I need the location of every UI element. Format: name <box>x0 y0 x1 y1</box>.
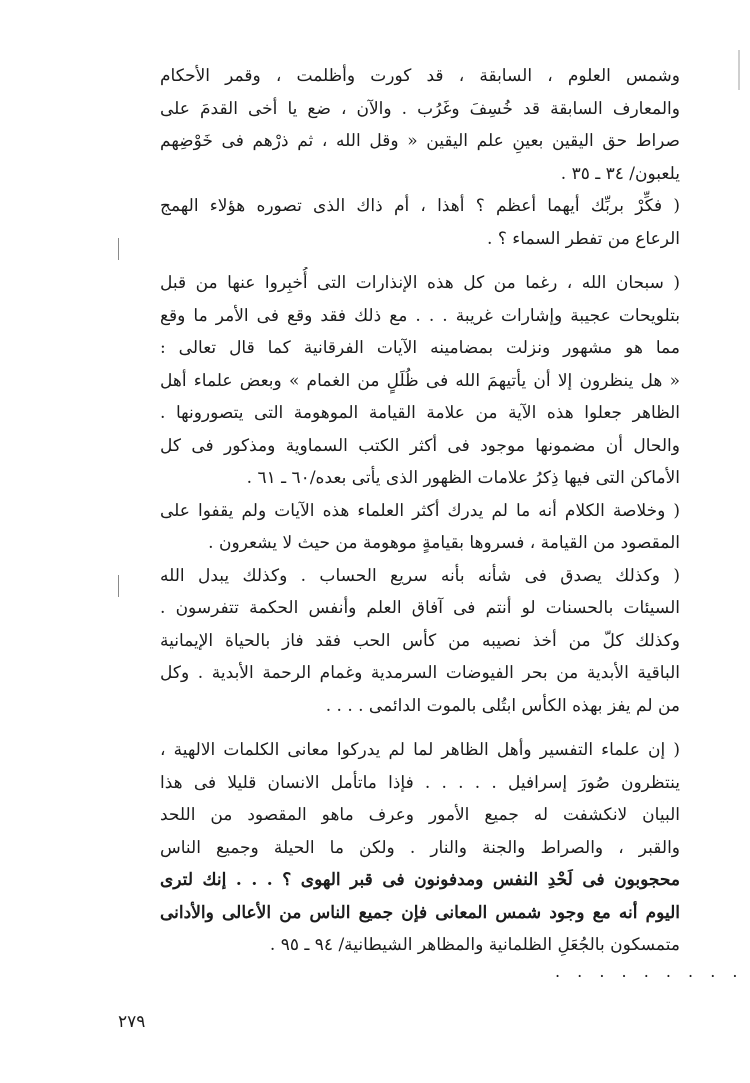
text-line: والحال أن مضمونها موجود فى أكثر الكتب السماوية ومذكور فى كل <box>160 435 680 456</box>
body-text <box>160 60 680 962</box>
text-line: ( سبحان الله ، رغما من كل هذه الإنذارات التى أُخبِروا عنها من قبل <box>160 273 680 293</box>
text-line: متمسكون بالجُعَلِ الظلمانية والمظاهر الشيطانية/ ٩٤ ـ ٩٥ . <box>269 935 680 955</box>
paragraph-gap <box>160 255 680 267</box>
text-line: وكذلك كلّ من أخذ نصيبه من كأس الحب فقد فاز بالحياة الإيمانية <box>160 630 680 651</box>
text-line: والمعارف السابقة قد خُسِفَ وغَرُب . والآن ، ضع يا أخى القدمَ على <box>160 98 680 119</box>
text-line: من لم يفز بهذه الكأس ابتُلى بالموت الدائمى . . . . <box>325 695 680 716</box>
text-line: ( فكِّرْ بربِّك أيهما أعظم ؟ أهذا ، أم ذاك الذى تصوره هؤلاء الهمج <box>160 196 680 216</box>
text-line: وشمس العلوم ، السابقة ، قد كورت وأظلمت ، وقمر الأحكام <box>160 66 680 86</box>
trailing-dots: . . . . . . . . . <box>555 962 744 981</box>
text-line: يلعبون/ ٣٤ ـ ٣٥ . <box>560 163 680 184</box>
text-line: « هل ينظرون إلا أن يأتيهمَ الله فى ظُلَلٍ من الغمام » وبعض علماء أهل <box>160 370 680 391</box>
text-line: السيئات بالحسنات لو أنتم فى آفاق العلم وأنفس الحكمة تتفرسون . <box>160 598 680 618</box>
text-line: ينتظرون صُورَ إسرافيل . . . . . فإذا ماتأمل الانسان قليلا فى هذا <box>160 772 680 793</box>
text-line: اليوم أنه مع وجود شمس المعانى فإن جميع الناس من الأعالى والأدانى <box>160 902 680 923</box>
text-line: الرعاع من تفطر السماء ؟ . <box>487 228 680 249</box>
text-line: البيان لانكشفت له جميع الأمور وعرف ماهو المقصود من اللحد <box>160 805 680 825</box>
text-line: محجوبون فى لَحْدِ النفس ومدفونون فى قبر الهوى ؟ . . . إنك لترى <box>160 870 680 890</box>
text-line: ( إن علماء التفسير وأهل الظاهر لما لم يدركوا معانى الكلمات الالهية ، <box>160 740 680 760</box>
text-line: ( وخلاصة الكلام أنه ما لم يدرك أكثر العلماء هذه الآيات ولم يقفوا على <box>160 500 680 521</box>
text-line: المقصود من القيامة ، فسروها بقيامةٍ موهومة من حيث لا يشعرون . <box>208 533 680 553</box>
text-line: بتلويحات عجيبة وإشارات غريبة . . . مع ذلك فقد وقع فى الأمر ما وقع <box>160 305 680 326</box>
page-edge-mark <box>738 50 740 90</box>
margin-tick-mark <box>118 238 119 260</box>
page-number: ٢٧٩ <box>118 1012 146 1032</box>
text-line: الأماكن التى فيها ذِكرُ علامات الظهور الذى يأتى بعده/٦٠ ـ ٦١ . <box>246 468 680 488</box>
paragraph-gap <box>160 722 680 734</box>
text-line: والقبر ، والصراط والجنة والنار . ولكن ما الحيلة وجميع الناس <box>160 837 680 858</box>
text-line: مما هو مشهور ونزلت بمضامينه الآيات الفرقانية كما قال تعالى : <box>160 338 680 358</box>
text-line: ( وكذلك يصدق فى شأنه بأنه سريع الحساب . وكذلك يبدل الله <box>160 565 680 586</box>
text-line: الباقية الأبدية من بحر الفيوضات السرمدية وغمام الرحمة الأبدية . وكل <box>160 663 680 683</box>
text-line: الظاهر جعلوا هذه الآية من علامة القيامة الموهومة التى يتصورونها . <box>160 403 680 423</box>
margin-tick-mark <box>118 575 119 597</box>
text-line: صراط حق اليقين بعينِ علم اليقين « وقل الله ، ثم ذرْهم فى خَوْضِهم <box>160 131 680 151</box>
